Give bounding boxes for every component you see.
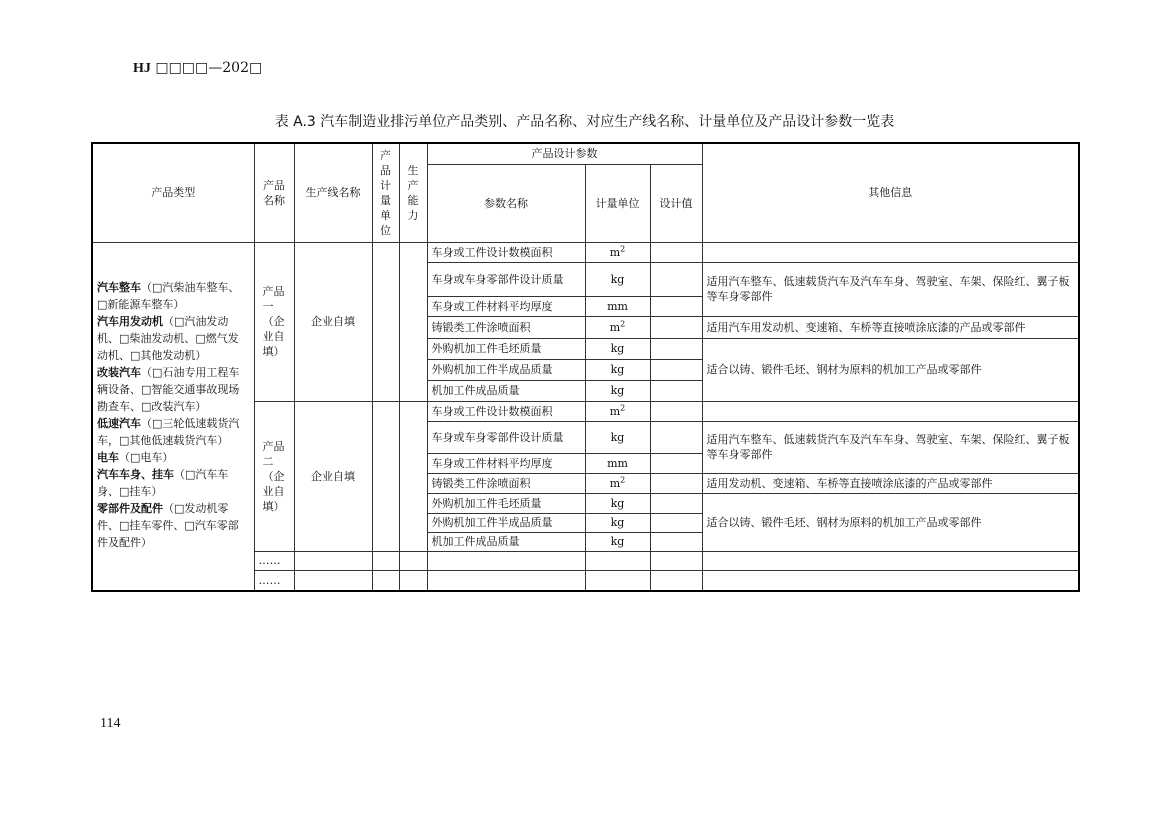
param-name: 机加工件成品质量: [427, 532, 585, 551]
param-unit: mm: [585, 453, 650, 473]
design-value-cell: [650, 338, 702, 359]
empty-cell: [702, 570, 1079, 591]
header-unit: [372, 143, 399, 242]
ellipsis-cell: ……: [254, 551, 294, 570]
type-4: 低速汽车（□三轮低速载货汽车，□其他低速载货汽车）: [97, 416, 240, 447]
param-unit: kg: [585, 338, 650, 359]
empty-cell: [702, 551, 1079, 570]
param-name: 车身或工件材料平均厚度: [427, 453, 585, 473]
empty-cell: [585, 551, 650, 570]
header-line-name: 生产线名称: [294, 143, 372, 242]
empty-cell: [372, 551, 399, 570]
product-2-capacity-cell: [399, 401, 427, 551]
param-name: 机加工件成品质量: [427, 380, 585, 401]
param-unit: kg: [585, 493, 650, 513]
standard-prefix: HJ: [133, 61, 151, 76]
ellipsis-cell: ……: [254, 570, 294, 591]
type-1: 汽车整车（□汽柴油车整车、□新能源车整车）: [97, 280, 240, 311]
other-info: 适合以铸、锻件毛坯、钢材为原料的机加工产品或零部件: [702, 338, 1079, 401]
other-info-blank: [702, 401, 1079, 421]
empty-cell: [294, 551, 372, 570]
param-unit: kg: [585, 380, 650, 401]
design-value-cell: [650, 262, 702, 296]
design-value-cell: [650, 473, 702, 493]
param-name: 外购机加工件半成品质量: [427, 359, 585, 380]
product-1-line: 企业自填: [294, 242, 372, 401]
param-unit: kg: [585, 513, 650, 532]
design-value-cell: [650, 242, 702, 262]
param-unit: kg: [585, 532, 650, 551]
param-name: 外购机加工件半成品质量: [427, 513, 585, 532]
design-value-cell: [650, 532, 702, 551]
other-info: 适用汽车整车、低速载货汽车及汽车车身、驾驶室、车架、保险红、翼子板等车身零部件: [702, 262, 1079, 316]
header-design-params: 产品设计参数: [427, 143, 702, 164]
table-title: 表 A.3 汽车制造业排污单位产品类别、产品名称、对应生产线名称、计量单位及产品设计参数一览表: [274, 114, 895, 130]
product-2-name: 产品二（企业自填）: [254, 401, 294, 551]
design-value-cell: [650, 453, 702, 473]
page-number: 114: [100, 716, 121, 731]
param-name: 车身或车身零部件设计质量: [427, 262, 585, 296]
param-unit: $m^2$: [585, 473, 650, 493]
param-unit: kg: [585, 262, 650, 296]
empty-cell: [427, 570, 585, 591]
empty-cell: [372, 570, 399, 591]
table-row: [92, 242, 1079, 262]
param-name: 外购机加工件毛坯质量: [427, 493, 585, 513]
type-2: 汽车用发动机（□汽油发动机、□柴油发动机、□燃气发动机、□其他发动机）: [97, 314, 239, 362]
header-other-info: 其他信息: [702, 143, 1079, 242]
type-3: 改装汽车（□石油专用工程车辆设备、□智能交通事故现场勘查车、□改装汽车）: [97, 365, 240, 413]
empty-cell: [399, 551, 427, 570]
other-info-blank: [702, 242, 1079, 262]
empty-cell: [650, 551, 702, 570]
param-name: 车身或工件设计数模面积: [427, 401, 585, 421]
param-name: 车身或工件材料平均厚度: [427, 296, 585, 316]
product-type-list: [92, 242, 254, 591]
param-unit: kg: [585, 359, 650, 380]
design-value-cell: [650, 513, 702, 532]
header-product-type: 产品类型: [92, 143, 254, 242]
empty-cell: [399, 570, 427, 591]
param-unit: kg: [585, 421, 650, 453]
type-6: 汽车车身、挂车（□汽车车身、□挂车）: [97, 467, 229, 498]
design-value-cell: [650, 316, 702, 338]
empty-cell: [650, 570, 702, 591]
param-unit: $m^2$: [585, 242, 650, 262]
other-info: 适用汽车用发动机、变速箱、车桥等直接喷涂底漆的产品或零部件: [702, 316, 1079, 338]
document-code: [133, 60, 262, 77]
header-row: [92, 143, 1079, 164]
empty-cell: [294, 570, 372, 591]
other-info: 适用汽车整车、低速载货汽车及汽车车身、驾驶室、车架、保险红、翼子板等车身零部件: [702, 421, 1079, 473]
header-capacity: [399, 143, 427, 242]
design-value-cell: [650, 296, 702, 316]
standard-number: □□□□—202□: [155, 60, 263, 76]
design-value-cell: [650, 421, 702, 453]
design-value-cell: [650, 493, 702, 513]
header-capacity-text: 生 产 能 力: [407, 163, 419, 222]
header-param-unit: 计量单位: [585, 164, 650, 242]
header-product-name: 产品名称: [254, 143, 294, 242]
header-param-name: 参数名称: [427, 164, 585, 242]
param-name: 车身或车身零部件设计质量: [427, 421, 585, 453]
product-1-name: 产品一（企业自填）: [254, 242, 294, 401]
param-unit: $m^2$: [585, 401, 650, 421]
header-unit-text: 产 品 计 量 单 位: [380, 148, 391, 237]
other-info: 适合以铸、锻件毛坯、钢材为原料的机加工产品或零部件: [702, 493, 1079, 551]
product-2-unit-cell: [372, 401, 399, 551]
empty-cell: [585, 570, 650, 591]
design-value-cell: [650, 380, 702, 401]
type-5: 电车（□电车）: [97, 450, 174, 464]
type-7: 零部件及配件（□发动机零件、□挂车零件、□汽车零部件及配件）: [97, 501, 239, 549]
param-name: 铸锻类工件涂喷面积: [427, 473, 585, 493]
other-info: 适用发动机、变速箱、车桥等直接喷涂底漆的产品或零部件: [702, 473, 1079, 493]
product-1-unit-cell: [372, 242, 399, 401]
design-value-cell: [650, 359, 702, 380]
param-unit: $m^2$: [585, 316, 650, 338]
design-value-cell: [650, 401, 702, 421]
product-1-capacity-cell: [399, 242, 427, 401]
empty-cell: [427, 551, 585, 570]
param-name: 铸锻类工件涂喷面积: [427, 316, 585, 338]
product-2-line: 企业自填: [294, 401, 372, 551]
param-name: 外购机加工件毛坯质量: [427, 338, 585, 359]
product-parameter-table: [91, 142, 1080, 592]
header-design-value: 设计值: [650, 164, 702, 242]
param-unit: mm: [585, 296, 650, 316]
param-name: 车身或工件设计数模面积: [427, 242, 585, 262]
